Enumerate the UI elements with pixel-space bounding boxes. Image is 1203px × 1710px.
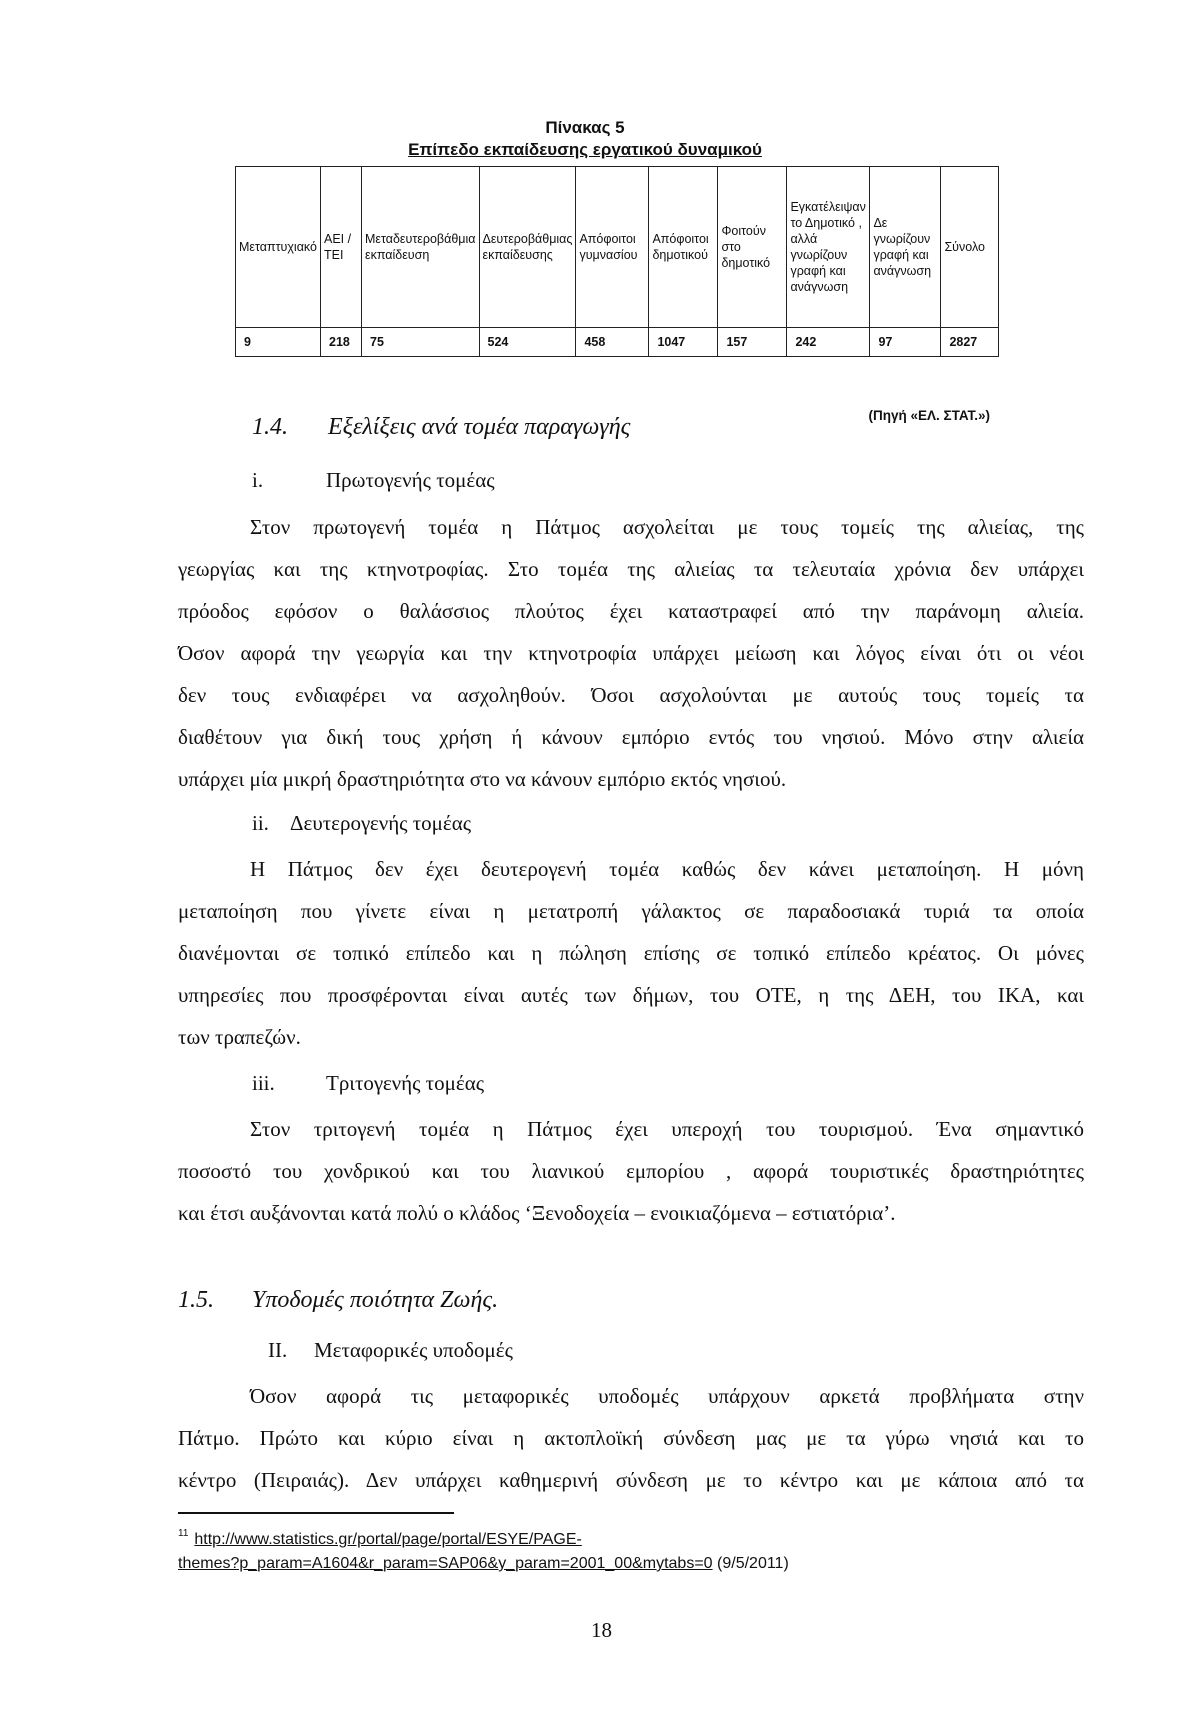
text-line: κέντρο (Πειραιάς). Δεν υπάρχει καθημερινή σύνδεση με το κέντρο και με κάποια από τα — [178, 1468, 1084, 1492]
section-number: 1.5. — [178, 1287, 214, 1313]
table-caption-subtitle-text: Επίπεδο εκπαίδευσης εργατικού δυναμικού — [408, 140, 762, 159]
text-line: Πάτμο. Πρώτο και κύριο είναι η ακτοπλοϊκή σύνδεση μας με τα γύρω νησιά και το — [178, 1426, 1084, 1450]
header-cell: Εγκατέλειψαν το Δημοτικό , αλλά γνωρίζουν γραφή και ανάγνωση — [787, 167, 870, 328]
value-cell: 242 — [787, 328, 870, 357]
text-line: διαθέτουν για δική τους χρήση ή κάνουν εμπόριο εντός του νησιού. Μόνο στην αλιεία — [178, 725, 1084, 749]
text-line: υπηρεσίες που προσφέρονται είναι αυτές των δήμων, του ΟΤΕ, η της ΔΕΗ, του ΙΚΑ, και — [178, 983, 1084, 1007]
value-cell: 75 — [362, 328, 480, 357]
header-cell: Φοιτούν στο δημοτικό — [718, 167, 787, 328]
table-caption-title: Πίνακας 5 — [545, 118, 625, 137]
text-line: και έτσι αυξάνονται κατά πολύ ο κλάδος ‘Ξενοδοχεία – ενοικιαζόμενα – εστιατόρια’. — [178, 1201, 896, 1225]
section-number: 1.4. — [252, 414, 288, 440]
footnote-divider — [178, 1512, 454, 1514]
primary-sector-paragraph — [178, 506, 1084, 800]
subsection-heading: Πρωτογενής τομέας — [326, 468, 495, 492]
value-cell: 218 — [321, 328, 362, 357]
footnote-date: (9/5/2011) — [717, 1555, 789, 1572]
footnote-link-continued[interactable]: themes?p_param=A1604&r_param=SAP06&y_param=2001_00&mytabs=0 — [178, 1555, 713, 1572]
list-marker: i. — [252, 468, 264, 492]
text-line: γεωργίας και της κτηνοτροφίας. Στο τομέα της αλιείας τα τελευταία χρόνια δεν υπάρχει — [178, 557, 1084, 581]
text-line: πρόοδος εφόσον ο θαλάσσιος πλούτος έχει καταστραφεί από την παράνομη αλιεία. — [178, 599, 1084, 623]
text-line: Στον πρωτογενή τομέα η Πάτμος ασχολείται με τους τομείς της αλιείας, της — [250, 515, 1084, 539]
value-cell: 157 — [718, 328, 787, 357]
education-table — [235, 166, 999, 357]
footnote-line — [178, 1522, 789, 1552]
list-marker: II. — [268, 1338, 288, 1362]
transport-paragraph — [178, 1375, 1084, 1501]
tertiary-sector-paragraph — [178, 1108, 1084, 1234]
header-cell: Απόφοιτοι δημοτικού — [649, 167, 718, 328]
text-line: υπάρχει μία μικρή δραστηριότητα στο να κάνουν εμπόριο εκτός νησιού. — [178, 767, 787, 791]
header-cell: Μεταπτυχιακό — [236, 167, 321, 328]
header-cell: Μεταδευτεροβάθμια εκπαίδευση — [362, 167, 480, 328]
footnote — [178, 1522, 789, 1576]
text-line: Η Πάτμος δεν έχει δευτερογενή τομέα καθώς δεν κάνει μεταποίηση. Η μόνη — [250, 857, 1084, 881]
text-line: των τραπεζών. — [178, 1025, 301, 1049]
text-line: διανέμονται σε τοπικό επίπεδο και η πώληση επίσης σε τοπικό επίπεδο κρέατος. Οι μόνες — [178, 941, 1084, 965]
footnote-number: 11 — [178, 1528, 189, 1539]
value-cell: 524 — [479, 328, 576, 357]
text-line: δεν τους ενδιαφέρει να ασχοληθούν. Όσοι ασχολούνται με αυτούς τους τομείς τα — [178, 683, 1084, 707]
text-line: Όσον αφορά τις μεταφορικές υποδομές υπάρχουν αρκετά προβλήματα στην — [250, 1384, 1084, 1408]
section-title: Εξελίξεις ανά τομέα παραγωγής — [328, 414, 631, 440]
text-line: Όσον αφορά την γεωργία και την κτηνοτροφία υπάρχει μείωση και λόγος είναι ότι οι νέοι — [178, 641, 1084, 665]
table-row — [236, 328, 999, 357]
table-header-row — [236, 167, 999, 328]
footnote-line — [178, 1552, 789, 1576]
page-number: 18 — [591, 1618, 612, 1642]
table-caption-subtitle — [235, 140, 935, 160]
section-title: Υποδομές ποιότητα Ζωής. — [252, 1287, 499, 1313]
value-cell: 97 — [870, 328, 941, 357]
secondary-sector-paragraph — [178, 848, 1084, 1058]
value-cell: 458 — [576, 328, 649, 357]
value-cell: 9 — [236, 328, 321, 357]
subsection-heading: Δευτερογενής τομέας — [290, 811, 472, 835]
header-cell: ΑΕΙ / ΤΕΙ — [321, 167, 362, 328]
list-marker: ii. — [252, 811, 269, 835]
subsection-heading: Τριτογενής τομέας — [326, 1071, 485, 1095]
value-cell: 1047 — [649, 328, 718, 357]
value-cell: 2827 — [941, 328, 999, 357]
text-line: μεταποίηση που γίνετε είναι η μετατροπή γάλακτος σε παραδοσιακά τυριά τα οποία — [178, 899, 1084, 923]
footnote-link[interactable]: http://www.statistics.gr/portal/page/portal/ESYE/PAGE- — [194, 1531, 582, 1548]
table-source: (Πηγή «ΕΛ. ΣΤΑΤ.») — [868, 408, 990, 423]
header-cell: Σύνολο — [941, 167, 999, 328]
header-cell: Δε γνωρίζουν γραφή και ανάγνωση — [870, 167, 941, 328]
subsection-heading: Μεταφορικές υποδομές — [314, 1338, 513, 1362]
text-line: Στον τριτογενή τομέα η Πάτμος έχει υπεροχή του τουρισμού. Ένα σημαντικό — [250, 1117, 1084, 1141]
header-cell: Δευτεροβάθμιας εκπαίδευσης — [479, 167, 576, 328]
list-marker: iii. — [252, 1071, 275, 1095]
header-cell: Απόφοιτοι γυμνασίου — [576, 167, 649, 328]
text-line: ποσοστό του χονδρικού και του λιανικού εμπορίου , αφορά τουριστικές δραστηριότητες — [178, 1159, 1084, 1183]
